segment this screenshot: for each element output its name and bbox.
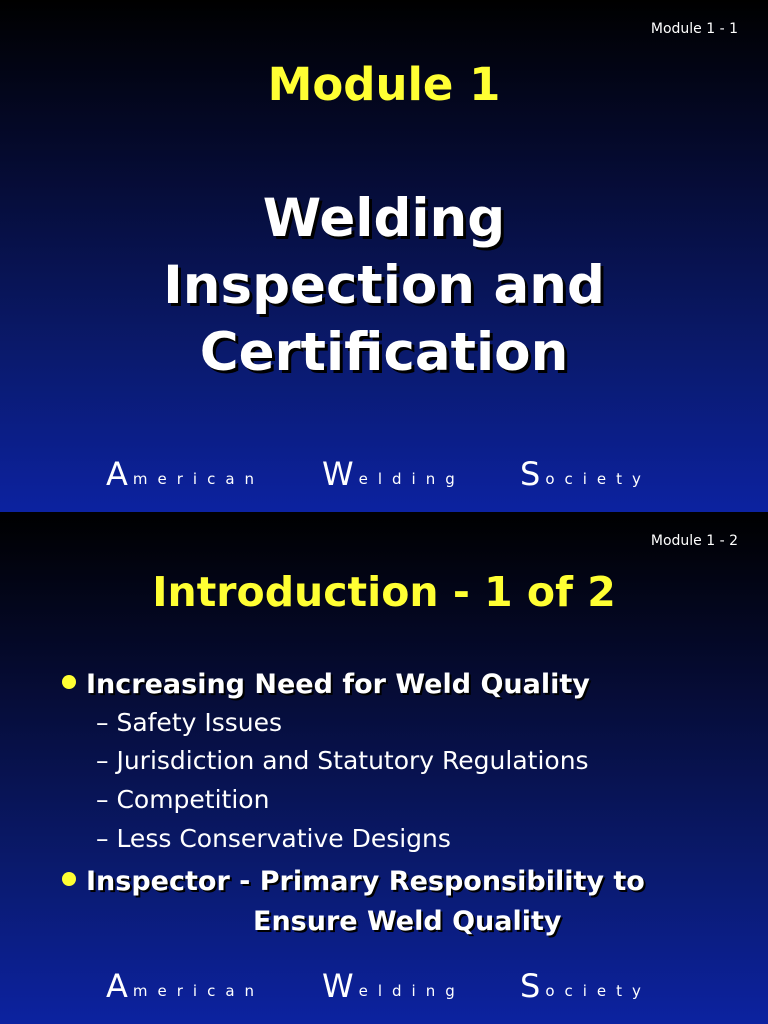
main-title <box>0 185 768 386</box>
footer-cap: W <box>322 967 354 1005</box>
slide-number: Module 1 - 2 <box>650 533 738 549</box>
main-title-line-1: Welding <box>262 188 506 249</box>
bullet-item <box>62 866 645 897</box>
footer-word-welding <box>322 967 465 1005</box>
footer-word-american <box>106 455 264 493</box>
society-footer <box>0 967 768 1017</box>
bullet-text: Increasing Need for Weld Quality <box>86 669 590 700</box>
sub-item: – Less Conservative Designs <box>96 824 451 853</box>
main-title-line-3: Certification <box>199 322 569 383</box>
main-title-line-2: Inspection and <box>163 255 605 316</box>
footer-word-american <box>106 967 264 1005</box>
footer-cap: S <box>520 967 541 1005</box>
footer-rest: merican <box>132 982 265 1000</box>
footer-rest: elding <box>358 470 465 488</box>
society-footer <box>0 455 768 505</box>
slide-title: Introduction - 1 of 2 <box>152 568 616 616</box>
footer-cap: W <box>322 455 354 493</box>
bullet-continuation: Ensure Weld Quality <box>253 906 562 937</box>
bullet-item <box>62 669 590 700</box>
module-heading: Module 1 <box>267 58 501 111</box>
footer-cap: S <box>520 455 541 493</box>
footer-rest: elding <box>358 982 465 1000</box>
footer-rest: ociety <box>545 470 651 488</box>
sub-item: – Safety Issues <box>96 708 283 737</box>
bullet-dot-icon <box>62 675 76 689</box>
bullet-dot-icon <box>62 872 76 886</box>
bullet-text: Inspector - Primary Responsibility to <box>86 866 645 897</box>
footer-word-society <box>520 455 651 493</box>
sub-item: – Jurisdiction and Statutory Regulations <box>96 746 589 775</box>
footer-word-welding <box>322 455 465 493</box>
slide-introduction <box>0 512 768 1024</box>
footer-cap: A <box>106 455 128 493</box>
footer-rest: ociety <box>545 982 651 1000</box>
sub-item: – Competition <box>96 785 270 814</box>
footer-cap: A <box>106 967 128 1005</box>
slide-number: Module 1 - 1 <box>650 21 738 37</box>
footer-word-society <box>520 967 651 1005</box>
footer-rest: merican <box>132 470 265 488</box>
